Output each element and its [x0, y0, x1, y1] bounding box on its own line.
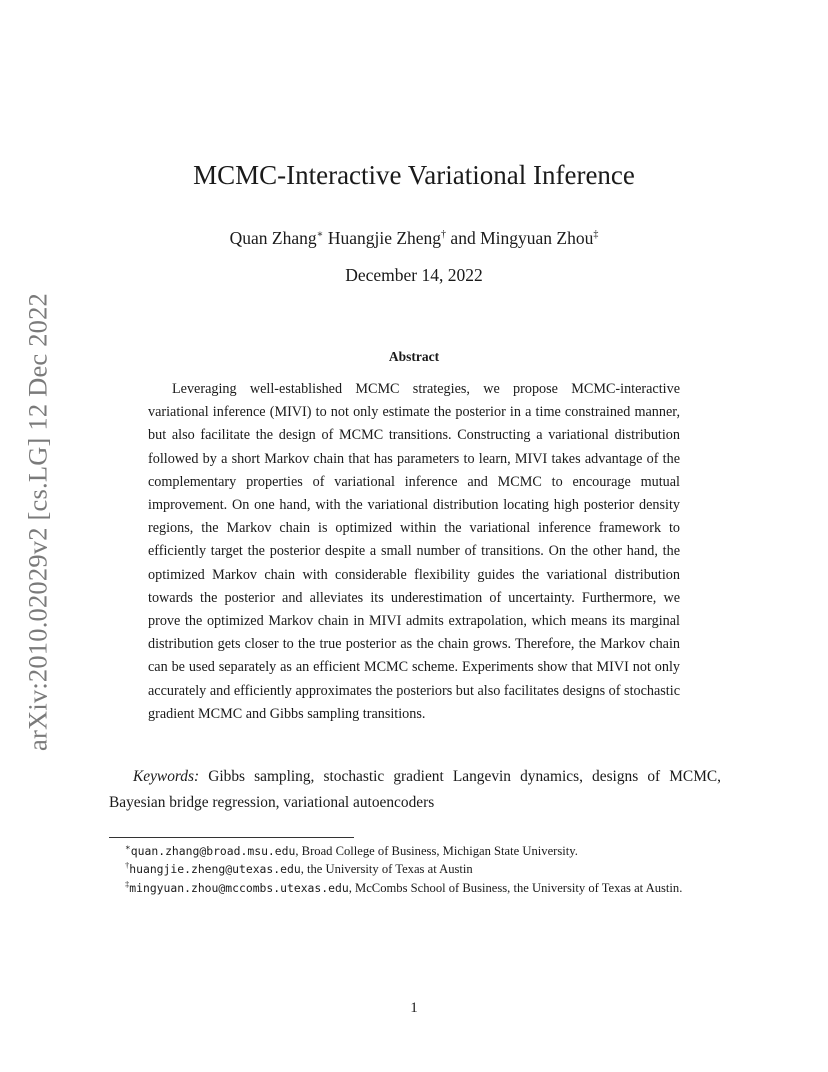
- keywords-text: Gibbs sampling, stochastic gradient Langevin dynamics, designs of MCMC, Bayesian bridge regression, variational autoencoders: [109, 768, 722, 811]
- paper-title: MCMC-Interactive Variational Inference: [193, 160, 635, 190]
- email-link[interactable]: quan.zhang@broad.msu.edu: [130, 844, 296, 858]
- footnote-marker: †: [441, 229, 447, 240]
- footnote-item: [109, 879, 721, 897]
- footnote-marker: ‡: [125, 878, 130, 889]
- footnote-divider: [109, 837, 354, 838]
- abstract-body: Leveraging well-established MCMC strategies, we propose MCMC-interactive variational inference (MIVI) to not only estimate the posterior in a time constrained manner, but also facilitate the design of MCMC transitions. Constructing a variational distribution followed by a short Markov chain that has parameters to learn, MIVI takes advantage of the complementary properties of variational inference and MCMC to encourage mutual improvement. On one hand, with the variational distribution locating high posterior density regions, the Markov chain is optimized within the variational inference framework to efficiently target the posterior despite a small number of transitions. On the other hand, the optimized Markov chain with considerable flexibility guides the variational distribution towards the posterior and alleviates its underestimation of uncertainty. Furthermore, we prove the optimized Markov chain in MIVI admits extrapolation, which means its marginal distribution gets closer to the true posterior as the chain grows. Therefore, the Markov chain can be used separately as an efficient MCMC scheme. Experiments show that MIVI not only accurately and efficiently approximates the posteriors but also facilitates designs of stochastic gradient MCMC and Gibbs sampling transitions.: [148, 381, 680, 722]
- footnote-item: [109, 860, 721, 878]
- publication-date: December 14, 2022: [345, 265, 483, 285]
- footnote-marker: ‡: [593, 229, 599, 240]
- keywords-label: Keywords:: [133, 768, 200, 785]
- abstract-heading: Abstract: [388, 349, 440, 364]
- affiliation-text: , McCombs School of Business, the University of Texas at Austin.: [348, 880, 683, 895]
- footnote-marker: ∗: [316, 229, 324, 240]
- footnote-marker: ∗: [125, 842, 131, 852]
- footnote-item: [109, 842, 721, 860]
- email-link[interactable]: huangjie.zheng@utexas.edu: [129, 862, 301, 877]
- affiliation-text: , the University of Texas at Austin: [300, 862, 473, 877]
- author-name: Quan Zhang: [229, 228, 317, 248]
- footnote-marker: †: [125, 860, 130, 871]
- keywords-paragraph: [109, 764, 721, 816]
- affiliation-text: , Broad College of Business, Michigan State University.: [295, 844, 578, 858]
- author-name: Huangjie Zheng: [327, 228, 442, 248]
- email-link[interactable]: mingyuan.zhou@mccombs.utexas.edu: [129, 880, 349, 895]
- footnotes: [109, 842, 721, 897]
- page-number: 1: [410, 1000, 418, 1016]
- author-name: Mingyuan Zhou: [480, 228, 594, 248]
- arxiv-identifier-stamp: arXiv:2010.02029v2 [cs.LG] 12 Dec 2022: [22, 292, 53, 752]
- author-list: Quan Zhang∗ Huangjie Zheng† and Mingyuan Zhou‡: [229, 228, 599, 248]
